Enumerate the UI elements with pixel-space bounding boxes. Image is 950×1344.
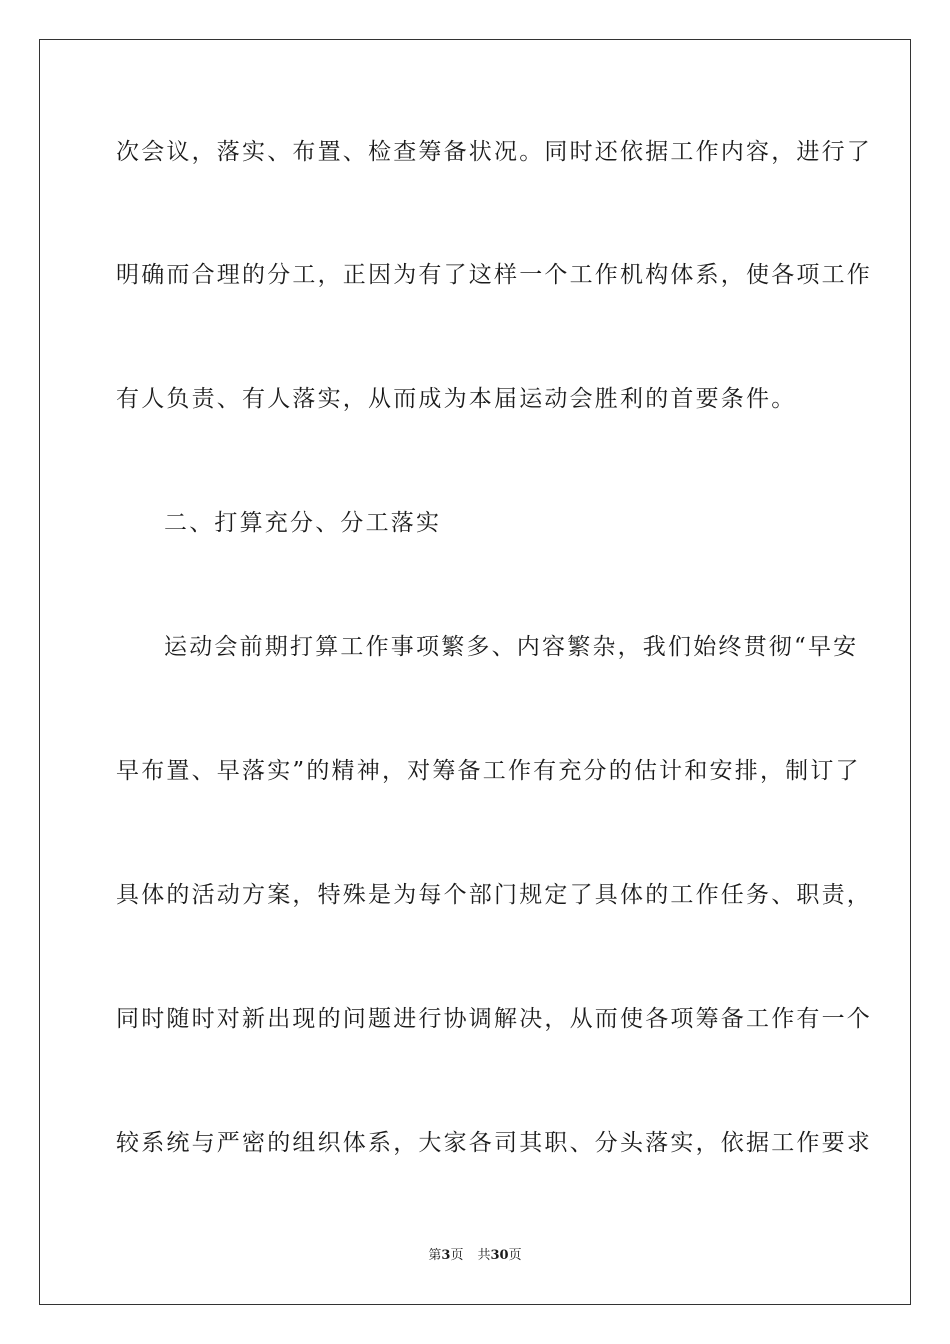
section-heading: 二、打算充分、分工落实: [164, 510, 442, 536]
footer-page-suffix: 页: [450, 1248, 464, 1263]
footer-total-prefix: 共: [477, 1248, 491, 1263]
body-line-3: 有人负责、有人落实，从而成为本届运动会胜利的首要条件。: [116, 386, 797, 412]
body-line-9: 较系统与严密的组织体系，大家各司其职、分头落实，依据工作要求: [116, 1130, 872, 1156]
body-line-7: 具体的活动方案，特殊是为每个部门规定了具体的工作任务、职责，: [116, 882, 872, 908]
page-border: [39, 39, 911, 1305]
body-line-1: 次会议，落实、布置、检查筹备状况。同时还依据工作内容，进行了: [116, 139, 872, 165]
footer-page-prefix: 第: [428, 1248, 442, 1263]
footer-total-suffix: 页: [508, 1248, 522, 1263]
footer-total-pages: 30: [490, 1248, 509, 1263]
body-line-5: 运动会前期打算工作事项繁多、内容繁杂，我们始终贯彻“早安: [164, 634, 859, 660]
page-footer: [0, 1247, 950, 1265]
body-line-2: 明确而合理的分工，正因为有了这样一个工作机构体系，使各项工作: [116, 262, 872, 288]
body-line-6: 早布置、早落实”的精神，对筹备工作有充分的估计和安排，制订了: [116, 758, 861, 784]
footer-page-number: 3: [441, 1248, 451, 1263]
body-line-8: 同时随时对新出现的问题进行协调解决，从而使各项筹备工作有一个: [116, 1006, 872, 1032]
